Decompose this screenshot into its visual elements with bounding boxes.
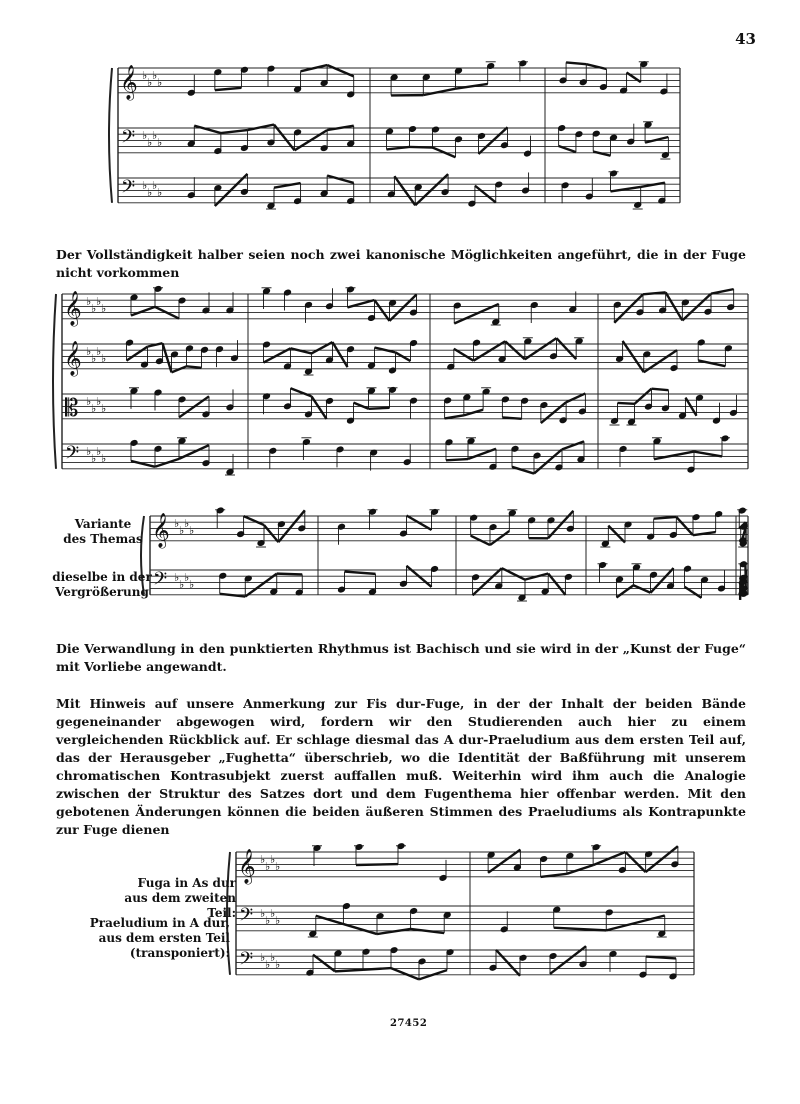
svg-text:♭: ♭ [101, 302, 107, 315]
svg-text:♭: ♭ [260, 951, 266, 964]
svg-text:♭: ♭ [101, 402, 107, 415]
svg-text:𝄞: 𝄞 [120, 65, 138, 100]
svg-text:♭: ♭ [265, 958, 271, 971]
fuga-label: Fuga in As dur aus dem zweiten Teil: [124, 876, 236, 920]
svg-text:♭: ♭ [96, 395, 102, 408]
svg-text:𝄞: 𝄞 [64, 341, 82, 376]
svg-text:♭: ♭ [152, 69, 158, 82]
svg-text:♭: ♭ [147, 186, 153, 199]
svg-text:♭: ♭ [147, 136, 153, 149]
svg-text:♭: ♭ [189, 524, 195, 537]
svg-text:𝄢: 𝄢 [239, 905, 254, 930]
svg-text:♭: ♭ [174, 517, 180, 530]
svg-text:♭: ♭ [157, 186, 163, 199]
plate-number: 27452 [390, 1018, 428, 1029]
svg-text:♭: ♭ [179, 524, 185, 537]
svg-text:♭: ♭ [101, 352, 107, 365]
svg-text:♭: ♭ [147, 76, 153, 89]
svg-text:♭: ♭ [91, 452, 97, 465]
svg-text:♭: ♭ [184, 571, 190, 584]
svg-text:♭: ♭ [157, 76, 163, 89]
svg-text:♭: ♭ [189, 578, 195, 591]
svg-text:♭: ♭ [275, 860, 281, 873]
svg-text:♭: ♭ [174, 571, 180, 584]
rhythm-paragraph: Die Verwandlung in den punktierten Rhythmus ist Bachisch und sie wird in der „Kunst der Fuge“ mit Vorliebe angewandt. [56, 641, 746, 674]
svg-text:𝄢: 𝄢 [121, 127, 136, 152]
svg-text:♭: ♭ [152, 179, 158, 192]
svg-text:𝄞: 𝄞 [64, 291, 82, 326]
svg-text:♭: ♭ [179, 578, 185, 591]
svg-text:♭: ♭ [260, 853, 266, 866]
svg-text:𝄢: 𝄢 [65, 443, 80, 468]
svg-text:♭: ♭ [86, 345, 92, 358]
svg-text:♭: ♭ [270, 951, 276, 964]
svg-text:♭: ♭ [91, 402, 97, 415]
svg-text:♭: ♭ [101, 452, 107, 465]
svg-text:♭: ♭ [96, 345, 102, 358]
svg-text:𝄞: 𝄞 [238, 849, 256, 884]
svg-text:♭: ♭ [91, 352, 97, 365]
svg-text:𝄢: 𝄢 [239, 949, 254, 974]
svg-text:♭: ♭ [142, 129, 148, 142]
svg-text:𝄢: 𝄢 [121, 177, 136, 202]
variant-label: Variante des Themas [63, 517, 143, 546]
svg-text:♭: ♭ [142, 179, 148, 192]
svg-text:♭: ♭ [275, 914, 281, 927]
svg-text:♭: ♭ [152, 129, 158, 142]
augmentation-label: dieselbe in der Vergrößerung [52, 570, 152, 599]
svg-text:♭: ♭ [184, 517, 190, 530]
page-number: 43 [735, 30, 756, 48]
praeludium-label: Praeludium in A dur, aus dem ersten Teil (transponiert): [89, 916, 230, 960]
svg-text:♭: ♭ [265, 914, 271, 927]
svg-text:𝄞: 𝄞 [152, 513, 170, 548]
svg-text:𝄢: 𝄢 [153, 569, 168, 594]
svg-text:♭: ♭ [86, 295, 92, 308]
svg-text:♭: ♭ [96, 445, 102, 458]
svg-text:♭: ♭ [91, 302, 97, 315]
reference-paragraph: Mit Hinweis auf unsere Anmerkung zur Fis dur-Fuge, in der der Inhalt der beiden Bände gegeneinander abgewogen wird, fordern wir den Studierenden auch hier zu einem vergleichenden Rückblick auf. Er schlage diesmal das A dur-Praeludium aus dem ersten Teil auf, das der Herausgeber „Fughetta“ überschrieb, wo die Identität der Baßführung mit unserem chromatischen Kontrasubjekt zuerst auffallen muß. Weiterhin wird ihm auch die Analogie zwischen der Struktur des Satzes dort und dem Fugenthema hier offenbar werden. Mit den gebotenen Änderungen können die beiden äußeren Stimmen des Praeludiums als Kontrapunkte zur Fuge dienen [56, 696, 746, 837]
svg-text:♭: ♭ [270, 907, 276, 920]
svg-text:♭: ♭ [86, 445, 92, 458]
svg-text:♭: ♭ [157, 136, 163, 149]
svg-text:♭: ♭ [260, 907, 266, 920]
svg-text:♭: ♭ [270, 853, 276, 866]
svg-text:♭: ♭ [275, 958, 281, 971]
svg-text:♭: ♭ [86, 395, 92, 408]
svg-text:♭: ♭ [265, 860, 271, 873]
svg-text:𝄡: 𝄡 [65, 394, 79, 422]
canon-intro-text: Der Vollständigkeit halber seien noch zwei kanonische Möglichkeiten angeführt, die in der Fuge nicht vorkommen [56, 247, 746, 280]
svg-text:♭: ♭ [96, 295, 102, 308]
svg-text:♭: ♭ [142, 69, 148, 82]
